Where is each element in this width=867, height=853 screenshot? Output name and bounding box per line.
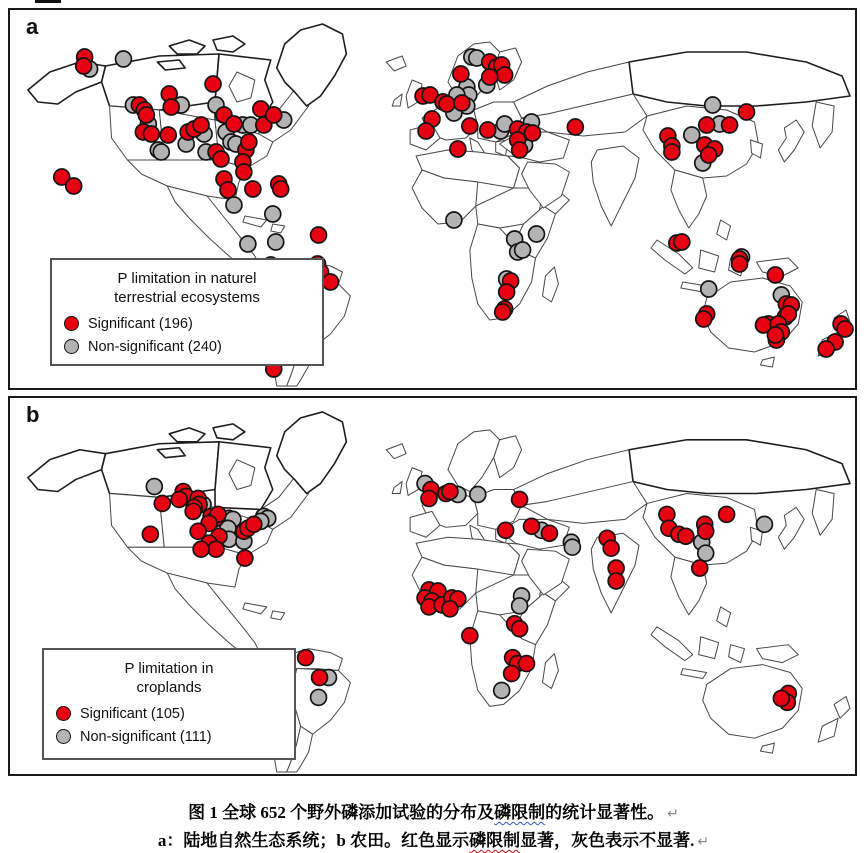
experiment-site-dot: [193, 541, 209, 557]
experiment-site-dot: [515, 242, 531, 258]
panel-b-label: b: [26, 402, 40, 427]
experiment-site-dot: [818, 341, 834, 357]
experiment-site-dot: [512, 598, 528, 614]
paragraph-return-mark: ↵: [697, 835, 710, 850]
experiment-site-dot: [719, 506, 735, 522]
figure-caption-line2: a：陆地自然生态系统；b 农田。红色显示磷限制显著，灰色表示不显著. ↵: [157, 831, 710, 850]
legend-b-item-nonsignificant: [56, 729, 282, 745]
experiment-site-dot: [519, 656, 535, 672]
caption-wavy-term: 磷限制: [494, 803, 546, 822]
map-panel-a: [8, 8, 857, 390]
experiment-site-dot: [482, 69, 498, 85]
experiment-site-dot: [245, 181, 261, 197]
experiment-site-dot: [273, 181, 289, 197]
experiment-site-dot: [220, 182, 236, 198]
significant-marker-icon: [56, 706, 71, 721]
experiment-site-dot: [732, 256, 748, 272]
experiment-site-dot: [311, 227, 327, 243]
experiment-site-dot: [699, 117, 715, 133]
legend-b-nonsignificant-label: Non-significant (111): [80, 728, 212, 745]
experiment-site-dot: [453, 66, 469, 82]
experiment-site-dot: [241, 134, 257, 150]
experiment-site-dot: [698, 523, 714, 539]
experiment-site-dot: [160, 127, 176, 143]
experiment-site-dot: [226, 197, 242, 213]
experiment-site-dot: [525, 125, 541, 141]
experiment-site-dot: [418, 123, 434, 139]
experiment-site-dot: [311, 689, 327, 705]
experiment-site-dot: [446, 212, 462, 228]
experiment-site-dot: [298, 650, 314, 666]
page-crop-artifact: [35, 0, 61, 3]
legend-b-item-significant: [56, 706, 282, 722]
experiment-site-dot: [236, 164, 252, 180]
experiment-site-dot: [76, 58, 92, 74]
map-panel-b: [8, 396, 857, 776]
legend-panel-b: [42, 648, 296, 760]
experiment-site-dot: [722, 117, 738, 133]
experiment-site-dot: [480, 122, 496, 138]
experiment-site-dot: [193, 117, 209, 133]
experiment-site-dot: [567, 119, 583, 135]
experiment-site-dot: [146, 479, 162, 495]
legend-a-item-significant: [64, 316, 310, 332]
experiment-site-dot: [208, 541, 224, 557]
significant-marker-icon: [64, 316, 79, 331]
experiment-site-dot: [171, 492, 187, 508]
experiment-site-dot: [495, 304, 511, 320]
experiment-site-dot: [698, 545, 714, 561]
experiment-site-dot: [462, 118, 478, 134]
experiment-site-dot: [226, 116, 242, 132]
experiment-site-dot: [163, 99, 179, 115]
experiment-site-dot: [664, 144, 680, 160]
experiment-site-dot: [142, 526, 158, 542]
experiment-site-dot: [153, 144, 169, 160]
experiment-site-dot: [442, 601, 458, 617]
experiment-site-dot: [421, 491, 437, 507]
experiment-site-dot: [442, 484, 458, 500]
experiment-site-dot: [767, 327, 783, 343]
experiment-site-dot: [705, 97, 721, 113]
experiment-site-dot: [213, 151, 229, 167]
experiment-site-dot: [265, 206, 281, 222]
experiment-site-dot: [143, 126, 159, 142]
paragraph-return-mark: ↵: [667, 807, 679, 822]
experiment-site-dot: [541, 525, 557, 541]
experiment-site-dot: [564, 539, 580, 555]
experiment-site-dot: [512, 142, 528, 158]
legend-panel-a: [50, 258, 324, 366]
experiment-site-dot: [497, 67, 513, 83]
experiment-site-dot: [767, 267, 783, 283]
non-significant-marker-icon: [56, 729, 71, 744]
experiment-site-dot: [246, 516, 262, 532]
experiment-site-dot: [268, 234, 284, 250]
experiment-site-dot: [696, 311, 712, 327]
experiment-site-dot: [450, 141, 466, 157]
legend-a-title: P limitation in naturel terrestrial ecosystems: [114, 270, 260, 306]
experiment-site-dot: [701, 281, 717, 297]
caption-wavy-term: 磷限制: [469, 831, 521, 850]
experiment-site-dot: [603, 540, 619, 556]
experiment-site-dot: [678, 528, 694, 544]
experiment-site-dot: [154, 495, 170, 511]
experiment-site-dot: [205, 76, 221, 92]
experiment-site-dot: [266, 107, 282, 123]
experiment-site-dot: [692, 560, 708, 576]
experiment-site-dot: [240, 236, 256, 252]
experiment-site-dot: [504, 666, 520, 682]
experiment-site-dot: [512, 621, 528, 637]
experiment-site-dot: [494, 682, 510, 698]
experiment-site-dot: [323, 274, 339, 290]
experiment-site-dot: [756, 516, 772, 532]
non-significant-marker-icon: [64, 339, 79, 354]
experiment-site-dot: [116, 51, 132, 67]
experiment-site-dot: [608, 573, 624, 589]
experiment-site-dot: [773, 690, 789, 706]
legend-a-significant-label: Significant (196): [88, 315, 193, 332]
legend-a-nonsignificant-label: Non-significant (240): [88, 338, 222, 355]
experiment-site-dot: [439, 96, 455, 112]
experiment-site-dot: [470, 487, 486, 503]
experiment-site-dot: [498, 522, 514, 538]
experiment-site-dot: [529, 226, 545, 242]
experiment-site-dot: [701, 147, 717, 163]
panel-a-label: a: [26, 14, 39, 39]
experiment-site-dot: [462, 628, 478, 644]
experiment-site-dot: [312, 670, 328, 686]
experiment-site-dot: [185, 503, 201, 519]
experiment-site-dot: [138, 107, 154, 123]
experiment-site-dot: [512, 492, 528, 508]
legend-b-significant-label: Significant (105): [80, 705, 185, 722]
legend-a-item-nonsignificant: [64, 339, 310, 355]
experiment-site-dot: [66, 178, 82, 194]
experiment-site-dot: [454, 95, 470, 111]
experiment-site-dot: [524, 518, 540, 534]
figure-caption-line1: 图 1 全球 652 个野外磷添加试验的分布及磷限制的统计显著性。 ↵: [188, 803, 679, 822]
experiment-site-dot: [237, 550, 253, 566]
experiment-site-dot: [739, 104, 755, 120]
experiment-site-dot: [499, 284, 515, 300]
legend-b-title: P limitation in croplands: [124, 660, 214, 696]
experiment-site-dot: [674, 234, 690, 250]
